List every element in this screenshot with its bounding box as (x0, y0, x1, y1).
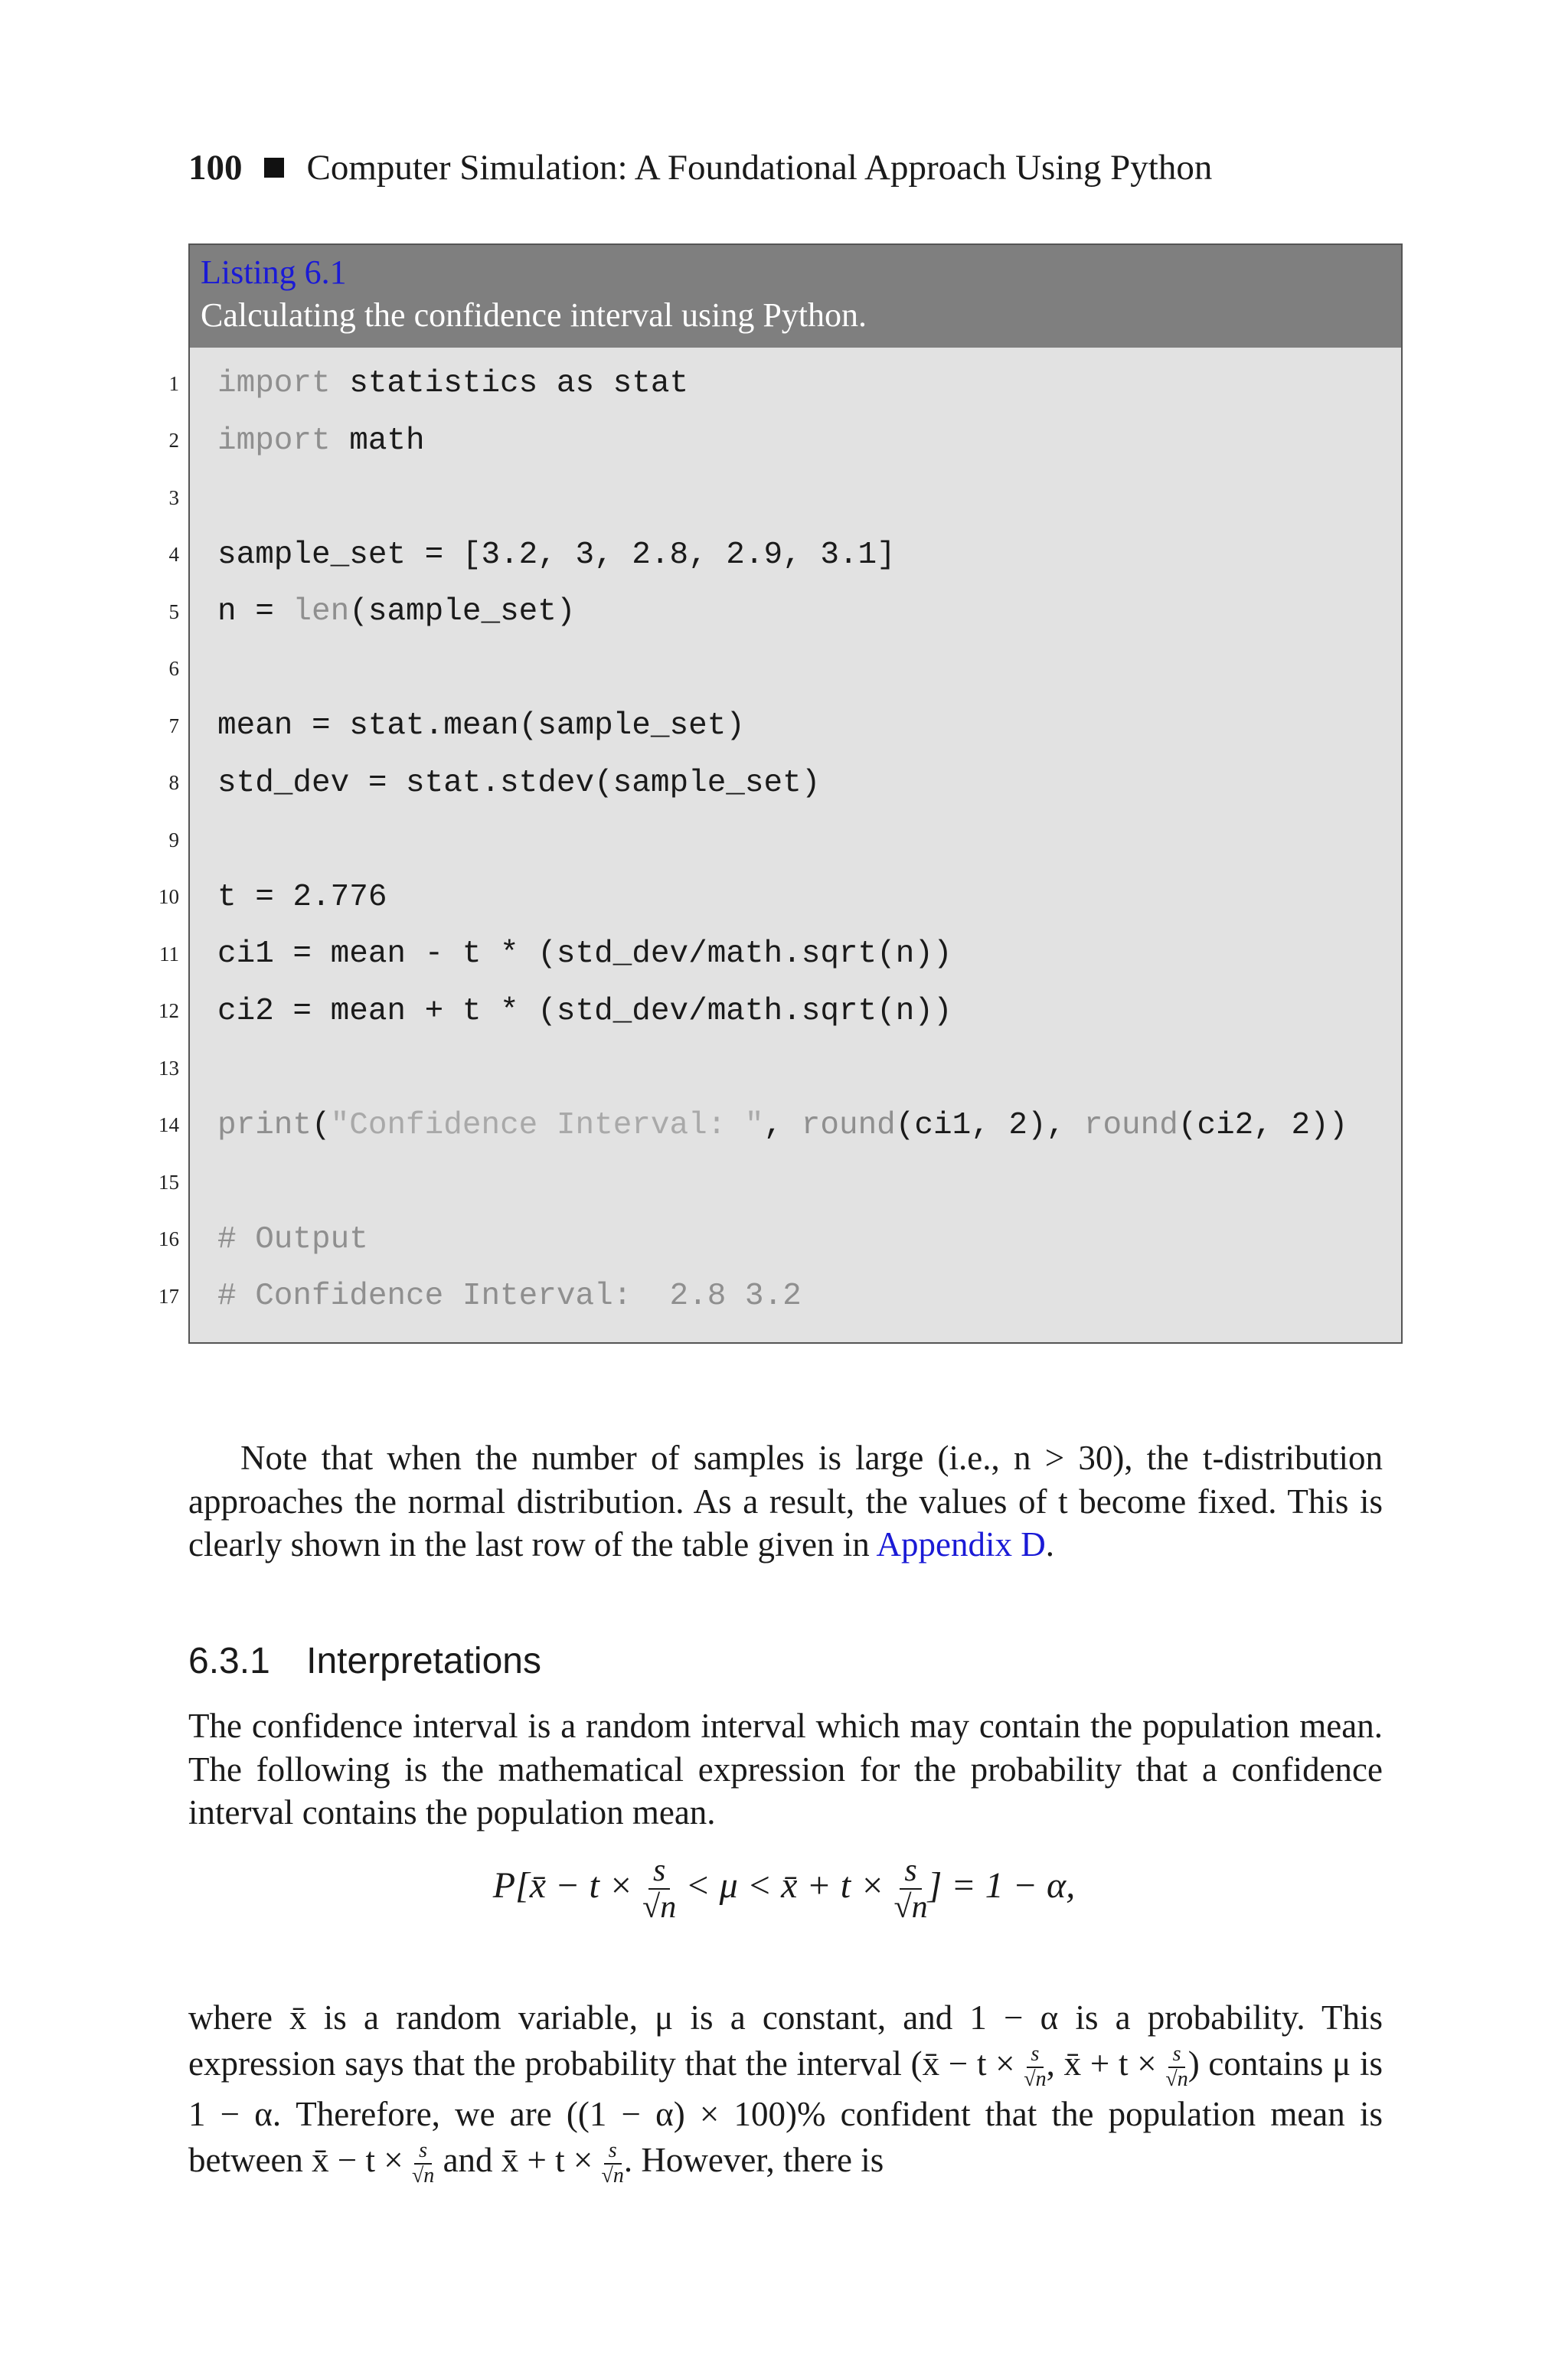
line-number: 17 (158, 1284, 179, 1308)
line-number: 8 (168, 771, 179, 795)
code-text: print("Confidence Interval: ", round(ci1, 2), round(ci2, 2)) (217, 1107, 1348, 1143)
code-text: ci1 = mean - t * (std_dev/math.sqrt(n)) (217, 936, 952, 972)
confidence-equation (0, 1853, 1568, 1952)
code-line (168, 527, 1401, 584)
paragraph-note (188, 1436, 1383, 1567)
fraction-denominator: √n (411, 2164, 435, 2188)
line-number: 13 (158, 1056, 179, 1080)
line-number: 3 (168, 485, 179, 509)
code-text: # Confidence Interval: 2.8 3.2 (217, 1279, 802, 1315)
paragraph-text-end: . (1045, 1525, 1055, 1564)
fraction-numerator: s (900, 1853, 921, 1890)
code-line (168, 698, 1401, 755)
book-title: Computer Simulation: A Foundational Approach Using Python (306, 148, 1213, 188)
code-line (158, 983, 1401, 1041)
code-line (168, 755, 1401, 812)
equation-fraction (894, 1853, 928, 1925)
code-text: std_dev = stat.stdev(sample_set) (217, 765, 821, 801)
header-square-icon (264, 158, 284, 178)
page-number: 100 (188, 148, 243, 188)
line-number: 5 (168, 600, 179, 623)
line-number: 16 (158, 1227, 179, 1251)
line-number: 9 (168, 828, 179, 851)
line-number: 15 (158, 1170, 179, 1194)
inline-fraction (1165, 2043, 1187, 2092)
line-number: 2 (168, 429, 179, 453)
code-text: import statistics as stat (217, 366, 689, 402)
paragraph-text: . However, there is (623, 2141, 884, 2180)
paragraph-text: , x̄ + t × (1046, 2044, 1166, 2083)
code-line (158, 1211, 1401, 1269)
code-line (168, 641, 1401, 698)
code-text: mean = stat.mean(sample_set) (217, 708, 745, 744)
paragraph-text: and x̄ + t × (434, 2141, 602, 2180)
code-line (168, 583, 1401, 641)
running-header (188, 147, 1212, 188)
fraction-numerator: s (1168, 2043, 1186, 2068)
code-line (158, 1040, 1401, 1097)
inline-fraction (602, 2139, 624, 2188)
fraction-denominator: √n (893, 1890, 928, 1926)
code-text: # Output (217, 1221, 368, 1257)
section-number: 6.3.1 (188, 1641, 270, 1681)
line-number: 14 (158, 1113, 179, 1137)
code-text: t = 2.776 (217, 879, 387, 915)
fraction-denominator: √n (601, 2164, 624, 2188)
equation-part: ] = 1 − α, (927, 1865, 1076, 1907)
paragraph-text: Note that when the number of samples is large (i.e., n > 30), the t-distribution approaches the normal distribution. As a result, the values of t become fixed. This is clearly shown in the last row of the table given in (188, 1439, 1383, 1564)
fraction-numerator: s (1027, 2043, 1044, 2068)
line-number: 7 (168, 714, 179, 737)
line-number: 6 (168, 657, 179, 681)
section-title: Interpretations (306, 1641, 541, 1681)
equation-part: < μ < x̄ + t × (676, 1865, 894, 1907)
section-heading (188, 1640, 541, 1682)
code-line (158, 1154, 1401, 1211)
code-text: n = len(sample_set) (217, 594, 576, 630)
fraction-denominator: √n (642, 1890, 677, 1926)
equation-part: P[x̄ − t × (492, 1865, 643, 1907)
paragraph-text: where x̄ is a random variable, μ is a constant, and 1 − α is a probability. This expression says that the probability that the interval (x̄ − t × (188, 1998, 1383, 2083)
line-number: 12 (158, 999, 179, 1023)
code-text: sample_set = [3.2, 3, 2.8, 2.9, 3.1] (217, 537, 896, 573)
code-text: ci2 = mean + t * (std_dev/math.sqrt(n)) (217, 993, 952, 1029)
equation-fraction (642, 1853, 676, 1925)
listing-code (158, 348, 1401, 1342)
appendix-d-link[interactable]: Appendix D (876, 1525, 1046, 1564)
code-line (168, 413, 1401, 470)
fraction-numerator: s (604, 2139, 622, 2165)
paragraph-text: The confidence interval is a random interval which may contain the population mean. The following is the mathematical expression for the probability that a confidence interval contains the population mean. (188, 1707, 1383, 1831)
code-line (168, 355, 1401, 413)
listing-caption (190, 245, 1401, 348)
paragraph-text: ) contains μ is 1 − α. Therefore, we are ((1 − α) × 100)% confident that the population mean is between x̄ − t × (188, 2044, 1383, 2180)
line-number: 1 (168, 371, 179, 395)
line-number: 11 (159, 942, 179, 966)
paragraph-interpretation (188, 1704, 1383, 1835)
code-line (168, 469, 1401, 527)
fraction-numerator: s (648, 1853, 670, 1890)
paragraph-explanation (188, 1995, 1383, 2188)
line-number: 10 (158, 885, 179, 909)
code-line (168, 812, 1401, 869)
code-line (158, 869, 1401, 926)
code-line (158, 1097, 1401, 1155)
listing-label-link[interactable]: Listing 6.1 (201, 253, 347, 291)
code-line (158, 1268, 1401, 1325)
fraction-denominator: √n (1165, 2067, 1188, 2091)
fraction-numerator: s (414, 2139, 432, 2165)
listing-caption-text: Calculating the confidence interval using Python. (201, 296, 867, 334)
fraction-denominator: √n (1024, 2067, 1047, 2091)
code-line (159, 926, 1401, 983)
line-number: 4 (168, 543, 179, 567)
code-listing (158, 243, 1403, 1344)
code-text: import math (217, 423, 425, 459)
inline-fraction (1024, 2043, 1046, 2092)
inline-fraction (412, 2139, 434, 2188)
